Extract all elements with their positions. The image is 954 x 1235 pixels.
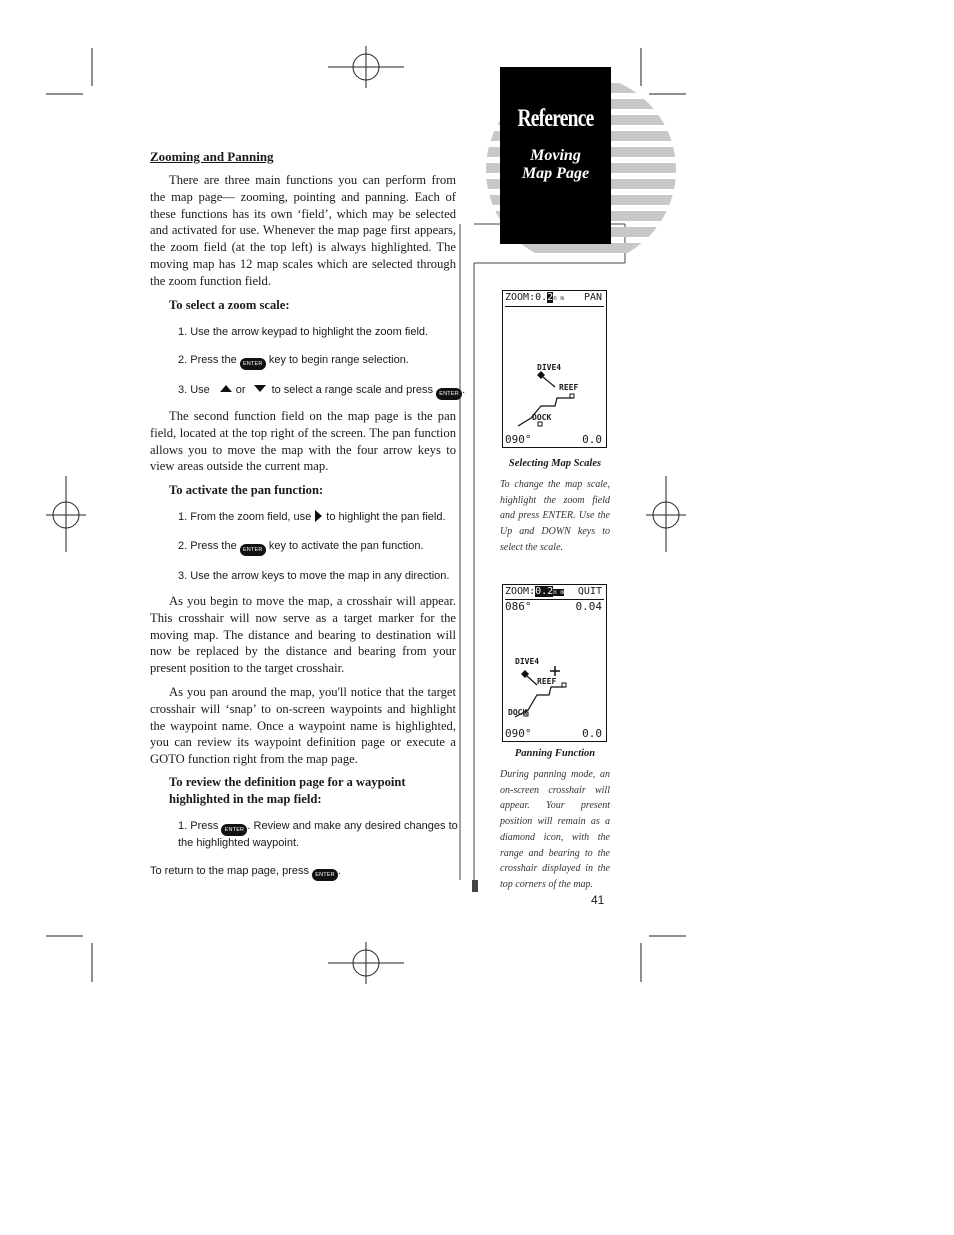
arrow-down-icon	[254, 385, 266, 392]
pan-paragraph: The second function field on the map page is the pan field, located at the top right of the screen. The pan function allows you to move the map with the four arrow keys to view areas outside the current map.	[150, 409, 456, 474]
waypoint-label: DOCK	[532, 413, 552, 422]
enter-key-icon: ENTER	[312, 869, 338, 881]
gps-screen-pan	[502, 584, 607, 742]
pan-step-1-text-b: to highlight the pan field.	[326, 511, 446, 523]
return-text: To return to the map page, press	[150, 865, 309, 877]
gps-screen-zoom	[502, 290, 607, 448]
enter-key-icon: ENTER	[240, 358, 266, 370]
zoom-step-2-text-b: key to begin range selection.	[268, 354, 409, 366]
section-heading: Zooming and Panning	[150, 149, 274, 164]
waypoint-label: DIVE4	[515, 657, 540, 666]
zoom-step-3-text-a: 3. Use	[178, 384, 210, 396]
pan-step-2	[178, 539, 424, 556]
zoom-step-2-text-a: 2. Press the	[178, 354, 237, 366]
screen-bottom-bar	[505, 434, 604, 446]
pan-step-1	[178, 510, 446, 525]
zoom-step-2	[178, 353, 409, 370]
return-instruction	[150, 864, 341, 881]
page-number: 41	[591, 893, 605, 907]
target-bearing-value: 086°	[505, 600, 532, 613]
review-step-1	[178, 819, 460, 851]
waypoint-label: DIVE4	[537, 363, 562, 372]
waypoint-label: REEF	[537, 677, 557, 686]
bearing-value: 090°	[505, 433, 532, 446]
arrow-up-icon	[220, 385, 232, 392]
review-heading: To review the definition page for a waypoint highlighted in the map field:	[169, 775, 406, 806]
crosshair-paragraph: As you begin to move the map, a crosshair will appear. This crosshair will now serve as a target marker for the moving map. The distance and bearing to destination will now be replaced by the distance and bearing from your present position to the target crosshair.	[150, 594, 456, 676]
zoom-field-value: 2	[547, 292, 554, 303]
quit-field-label: QUIT	[577, 586, 602, 597]
tab-title: Reference	[517, 105, 594, 132]
target-distance-value: 0.04	[575, 600, 602, 613]
zoom-step-3-end: .	[462, 384, 466, 396]
zoom-field-label: ZOOM:0.	[505, 292, 548, 303]
zoom-field-value: 0.2	[535, 586, 554, 597]
caption-title: Selecting Map Scales	[508, 458, 602, 469]
return-end: .	[338, 865, 342, 877]
zoom-step-1: 1. Use the arrow keypad to highlight the zoom field.	[178, 326, 429, 338]
waypoint-label: DOCK	[508, 708, 528, 717]
enter-key-icon: ENTER	[221, 824, 247, 836]
pan-step-3: 3. Use the arrow keys to move the map in any direction.	[178, 570, 450, 582]
caption-title: Panning Function	[514, 748, 596, 759]
pan-step-1-text-a: 1. From the zoom field, use	[178, 511, 312, 523]
crosshair-icon	[550, 666, 560, 676]
distance-value: 0.0	[582, 433, 602, 446]
caption-body: To change the map scale, highlight the zoom field and press ENTER. Use the Up and DOWN keys to select the scale.	[500, 479, 610, 553]
review-step-1-text-a: 1. Press	[178, 820, 219, 832]
zoom-unit: n m	[553, 295, 565, 302]
enter-key-icon: ENTER	[436, 388, 462, 400]
zoom-step-3	[178, 383, 465, 400]
tab-subtitle	[500, 147, 611, 183]
enter-key-icon: ENTER	[240, 544, 266, 556]
distance-value: 0.0	[582, 727, 602, 740]
caption-body: During panning mode, an on-screen crosshair will appear. Your present position will remain as a diamond icon, with the range and bearing to the crosshair displayed in the top corners of the map.	[500, 769, 610, 890]
snap-paragraph: As you pan around the map, you'll notice that the target crosshair will ‘snap’ to on-screen waypoints and highlight the waypoint name. Once a waypoint name is highlighted, you can review its waypoint definition page or execute a GOTO function right from the map page.	[150, 685, 456, 767]
zoom-heading: To select a zoom scale:	[169, 298, 290, 312]
bearing-value: 090°	[505, 727, 532, 740]
intro-paragraph: There are three main functions you can perform from the map page— zooming, pointing and panning. Each of these functions has its own ‘field’, which may be selected and activated for use. Whenever the map page first appears, the zoom field (at the top left) is always highlighted. The moving map has 12 map scales which are selected through the zoom function field.	[150, 173, 456, 288]
pan-step-2-text-a: 2. Press the	[178, 540, 237, 552]
waypoint-label: REEF	[559, 383, 579, 392]
pan-heading: To activate the pan function:	[169, 483, 324, 497]
tab-subtitle-line2: Map Page	[521, 165, 590, 182]
tab-subtitle-line1: Moving	[530, 147, 581, 164]
arrow-right-icon	[315, 510, 322, 522]
review-step-1-text-b: . Review and make any desired changes to the highlighted waypoint.	[178, 820, 458, 849]
zoom-field-label: ZOOM:	[505, 586, 536, 597]
zoom-step-3-or: or	[235, 384, 246, 396]
chapter-tab	[500, 67, 611, 244]
pan-field-label: PAN	[583, 292, 602, 303]
zoom-step-3-text-b: to select a range scale and press	[271, 384, 434, 396]
pan-step-2-text-b: key to activate the pan function.	[268, 540, 424, 552]
zoom-unit: n m	[553, 589, 565, 596]
screen-bottom-bar	[505, 728, 604, 740]
